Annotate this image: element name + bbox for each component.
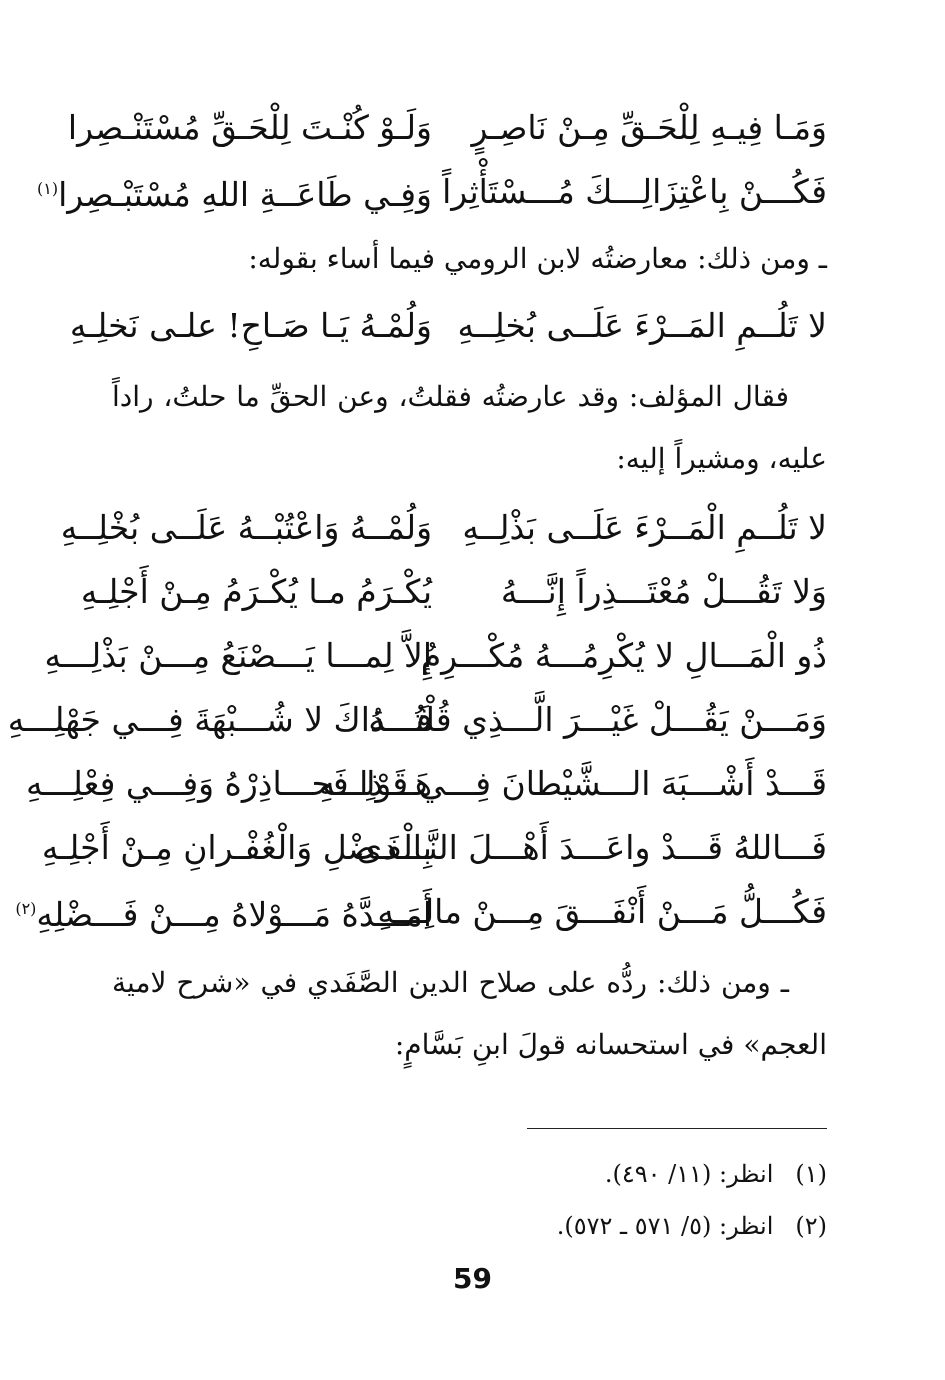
second-hemistich: إِلاَّ لِمـــا يَـــصْنَعُ مِـــنْ بَذْلِـــهِ <box>44 636 432 675</box>
footnote-number: (٢) <box>795 1212 827 1240</box>
verse-line <box>41 816 827 880</box>
first-hemistich: وَلا تَقُـــلْ مُعْتَـــذِراً إِنَّـــهُ <box>500 572 827 611</box>
verse-block-1 <box>36 96 827 224</box>
second-hemistich: بِالْفَـضْلِ وَالْغُفْـرانِ مِـنْ أَجْلِـهِ <box>41 828 432 867</box>
first-hemistich: فَكُـــلُّ مَـــنْ أَنْفَـــقَ مِـــنْ مالِـــهِ <box>377 892 827 931</box>
footnote-item <box>127 1200 827 1252</box>
second-hemistich <box>36 157 432 227</box>
footnote-marker: (٢) <box>15 899 37 918</box>
first-hemistich: لا تَلُــمِ الْمَــرْءَ عَلَــى بَذْلِــهِ <box>462 508 827 547</box>
second-hemistich <box>15 877 432 947</box>
footnotes <box>127 1148 827 1252</box>
verse-line <box>26 752 827 816</box>
verse-line <box>15 880 827 944</box>
first-hemistich: لا تَلُــمِ المَــرْءَ عَلَــى بُخلِــهِ <box>457 306 827 345</box>
footnote-number: (١) <box>795 1160 827 1188</box>
verse-block-3 <box>7 496 827 944</box>
footnote-item <box>127 1148 827 1200</box>
second-hemistich: وَلُمْــهُ وَاعْتُبْــهُ عَلَــى بُخْلِــهِ <box>60 508 432 547</box>
verse-line <box>44 624 827 688</box>
first-hemistich: وَمَـــنْ يَقُـــلْ غَيْـــرَ الَّـــذِي قُلْتُـــهُ <box>368 700 827 739</box>
footnote-text: انظر: (١١/ ٤٩٠). <box>604 1160 774 1188</box>
page-number: 59 <box>453 1262 492 1295</box>
footnote-divider <box>527 1128 827 1129</box>
verse-line <box>67 96 827 160</box>
verse-line <box>7 688 827 752</box>
paragraph-intro-3: ـ ومن ذلك: ردُّه على صلاح الدين الصَّفَدي في «شرح لامية العجم» في استحسانه قولَ ابنِ بَسَّامٍ: <box>112 966 827 1061</box>
second-hemistich: فَـــذاكَ لا شُـــبْهَةَ فِـــي جَهْلِـــهِ <box>7 700 432 739</box>
first-hemistich: ذُو الْمَـــالِ لا يُكْرِمُـــهُ مُكْـــرِمٌ <box>420 636 827 675</box>
second-hemistich: وَلُمْـهُ يَـا صَـاحِ! علـى نَخلِـهِ <box>69 306 432 345</box>
footnote-marker: (١) <box>36 179 59 198</box>
hemistich-text: أَمَـــدَّهُ مَـــوْلاهُ مِـــنْ فَـــضْلِهِ <box>36 895 432 934</box>
first-hemistich: فَـــاللهُ قَـــدْ واعَـــدَ أَهْـــلَ النَّـــدى <box>356 828 827 867</box>
footnote-text: انظر: (٥/ ٥٧١ ـ ٥٧٢). <box>556 1212 774 1240</box>
verse-line <box>80 560 827 624</box>
verse-line <box>69 294 827 358</box>
verse-line <box>60 496 827 560</box>
verse-line <box>36 160 827 224</box>
hemistich-text: وَفِـي طَاعَــةِ اللهِ مُسْتَبْـصِرا <box>58 175 432 214</box>
second-hemistich: هَـــذا فَحـــاذِرْهُ وَفِـــي فِعْلِـــهِ <box>26 764 432 803</box>
first-hemistich: فَكُـــنْ بِاعْتِزَالِـــكَ مُـــسْتَأْثِراً <box>442 172 827 211</box>
second-hemistich: وَلَـوْ كُنْـتَ لِلْحَـقِّ مُسْتَنْـصِرا <box>67 108 432 147</box>
first-hemistich: قَـــدْ أَشْـــبَهَ الـــشَّيْطانَ فِـــي قَوْلِـــهِ <box>318 764 827 803</box>
paragraph-intro-1: ـ ومن ذلك: معارضتُه لابن الرومي فيما أساء بقوله: <box>248 242 827 275</box>
paragraph-author-reply: فقال المؤلف: وقد عارضتُه فقلتُ، وعن الحقِّ ما حلتُ، راداً عليه، ومشيراً إليه: <box>112 380 827 475</box>
verse-block-2 <box>69 294 827 358</box>
second-hemistich: يُكْـرَمُ مـا يُكْـرَمُ مِـنْ أَجْلِـهِ <box>80 572 432 611</box>
first-hemistich: وَمَـا فِيـهِ لِلْحَـقِّ مِـنْ نَاصِـرٍ <box>471 108 827 147</box>
